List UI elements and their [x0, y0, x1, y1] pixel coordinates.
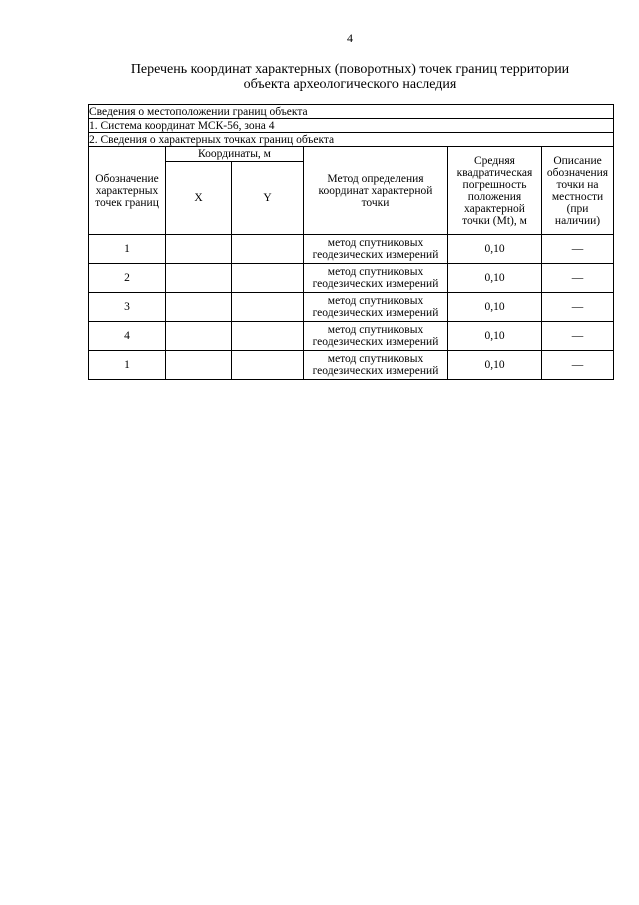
- page-number: 4: [347, 31, 353, 45]
- header-coordinates: Координаты, м: [166, 147, 304, 162]
- table-row: [89, 322, 614, 351]
- header-method-l2: координат характерной: [318, 184, 433, 197]
- cell-x: [166, 235, 232, 264]
- cell-description: —: [542, 293, 614, 322]
- cell-method: [304, 322, 448, 351]
- header-error-l2: квадратическая: [456, 166, 533, 179]
- header-description-l3: точки на: [556, 178, 599, 191]
- header-description-l2: обозначения: [546, 166, 609, 179]
- cell-error: 0,10: [448, 322, 542, 351]
- header-description-l6: наличии): [554, 214, 601, 227]
- section-location-header: Сведения о местоположении границ объекта: [89, 105, 614, 119]
- header-y: Y: [232, 162, 304, 235]
- header-error: [448, 147, 542, 235]
- cell-error: 0,10: [448, 351, 542, 380]
- header-description-l5: (при: [566, 202, 589, 215]
- cell-point: 2: [89, 264, 166, 293]
- header-error-l3: погрешность: [462, 178, 527, 191]
- cell-method: [304, 351, 448, 380]
- cell-description: —: [542, 351, 614, 380]
- header-error-l6: точки (Mt), м: [462, 214, 527, 227]
- cell-method-l2: геодезических измерений: [312, 307, 439, 319]
- cell-method-l1: метод спутниковых: [327, 266, 424, 278]
- cell-method-l2: геодезических измерений: [312, 336, 439, 348]
- header-description-l1: Описание: [553, 154, 602, 167]
- header-description-l4: местности: [551, 190, 604, 203]
- cell-y: [232, 264, 304, 293]
- header-designation: [89, 147, 166, 235]
- cell-description: —: [542, 322, 614, 351]
- cell-method-l1: метод спутниковых: [327, 353, 424, 365]
- header-description: [542, 147, 614, 235]
- cell-error: 0,10: [448, 293, 542, 322]
- cell-method-l1: метод спутниковых: [327, 295, 424, 307]
- header-designation-l2: характерных: [95, 184, 159, 197]
- cell-error: 0,10: [448, 235, 542, 264]
- cell-description: —: [542, 235, 614, 264]
- cell-description: —: [542, 264, 614, 293]
- table-row: [89, 235, 614, 264]
- cell-point: 1: [89, 351, 166, 380]
- cell-error: 0,10: [448, 264, 542, 293]
- header-designation-l1: Обозначение: [95, 172, 159, 185]
- cell-x: [166, 293, 232, 322]
- header-error-l1: Средняя: [474, 154, 515, 167]
- table-row: [89, 351, 614, 380]
- cell-method-l2: геодезических измерений: [312, 278, 439, 290]
- header-x: X: [166, 162, 232, 235]
- cell-y: [232, 293, 304, 322]
- header-designation-l3: точек границ: [95, 196, 159, 209]
- cell-y: [232, 351, 304, 380]
- header-method-l1: Метод определения: [327, 172, 424, 185]
- table-row: [89, 264, 614, 293]
- header-error-l5: характерной: [464, 202, 525, 215]
- coordinates-table: [88, 104, 614, 380]
- cell-x: [166, 322, 232, 351]
- cell-method: [304, 293, 448, 322]
- cell-method-l1: метод спутниковых: [327, 237, 424, 249]
- cell-method: [304, 235, 448, 264]
- header-error-l4: положения: [467, 190, 522, 203]
- cell-y: [232, 235, 304, 264]
- title-line-2: объекта археологического наследия: [243, 77, 457, 92]
- title-line-1: Перечень координат характерных (поворотных) точек границ территории: [130, 62, 570, 77]
- cell-method: [304, 264, 448, 293]
- table-row: [89, 293, 614, 322]
- cell-point: 3: [89, 293, 166, 322]
- cell-x: [166, 351, 232, 380]
- cell-point: 4: [89, 322, 166, 351]
- cell-method-l1: метод спутниковых: [327, 324, 424, 336]
- header-method-l3: точки: [361, 196, 390, 209]
- header-method: [304, 147, 448, 235]
- cell-method-l2: геодезических измерений: [312, 249, 439, 261]
- cell-point: 1: [89, 235, 166, 264]
- cell-x: [166, 264, 232, 293]
- section-points-header: 2. Сведения о характерных точках границ объекта: [89, 133, 614, 147]
- cell-y: [232, 322, 304, 351]
- cell-method-l2: геодезических измерений: [312, 365, 439, 377]
- document-title: [60, 62, 639, 92]
- section-coordinate-system: 1. Система координат МСК-56, зона 4: [89, 119, 614, 133]
